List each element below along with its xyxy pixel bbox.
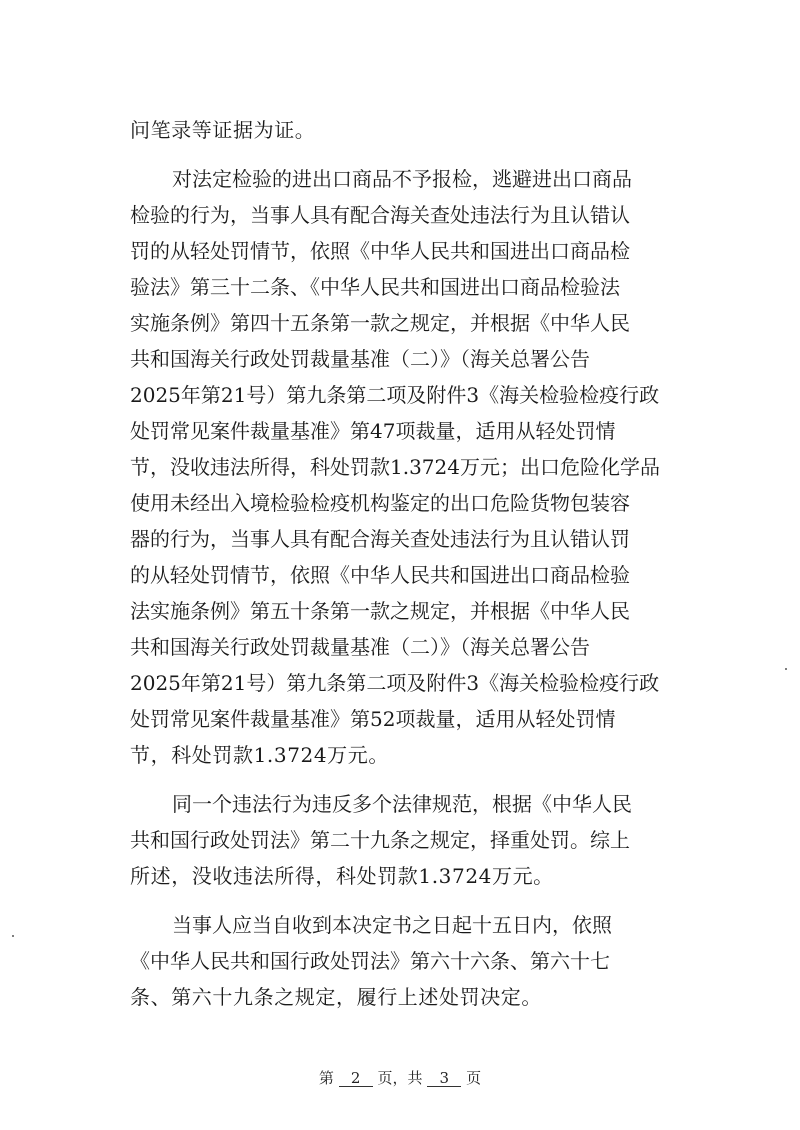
scan-speck xyxy=(785,668,787,670)
page-footer xyxy=(0,1068,800,1088)
body-text-line: 实施条例》第四十五条第一款之规定，并根据《中华人民 xyxy=(130,311,630,335)
body-text-line: 器的行为，当事人具有配合海关查处违法行为且认错认罚 xyxy=(130,527,630,551)
body-text-line: 法实施条例》第五十条第一款之规定，并根据《中华人民 xyxy=(130,599,630,623)
body-text-line: 共和国海关行政处罚裁量基准（二）》（海关总署公告 xyxy=(130,635,590,659)
document-body xyxy=(130,112,675,1015)
body-text-line: 使用未经出入境检验检疫机构鉴定的出口危险货物包装容 xyxy=(130,491,630,515)
body-text-line: 对法定检验的进出口商品不予报检，逃避进出口商品 xyxy=(172,167,632,191)
body-text-line: 节，科处罚款1.3724万元。 xyxy=(130,743,389,767)
current-page-number: 2 xyxy=(339,1070,373,1087)
body-text-line: 所述，没收违法所得，科处罚款1.3724万元。 xyxy=(130,864,554,888)
body-text-line: 共和国行政处罚法》第二十九条之规定，择重处罚。综上 xyxy=(130,828,630,852)
body-text-line: 同一个违法行为违反多个法律规范，根据《中华人民 xyxy=(172,792,632,816)
body-text-line: 条、第六十九条之规定，履行上述处罚决定。 xyxy=(130,985,542,1009)
paragraph-gap xyxy=(130,894,675,907)
body-text-line: 的从轻处罚情节，依照《中华人民共和国进出口商品检验 xyxy=(130,563,630,587)
paragraph-gap xyxy=(130,773,675,786)
body-text-line: 共和国海关行政处罚裁量基准（二）》（海关总署公告 xyxy=(130,347,590,371)
body-text-line: 2025年第21号）第九条第二项及附件3《海关检验检疫行政 xyxy=(130,671,660,695)
body-text-line: 《中华人民共和国行政处罚法》第六十六条、第六十七 xyxy=(130,949,610,973)
body-text-line: 验法》第三十二条、《中华人民共和国进出口商品检验法 xyxy=(130,275,620,299)
paragraph-gap xyxy=(130,148,675,161)
body-text-line: 问笔录等证据为证。 xyxy=(130,118,316,142)
total-page-number: 3 xyxy=(427,1070,461,1087)
body-text-line: 节，没收违法所得，科处罚款1.3724万元；出口危险化学品 xyxy=(130,455,660,479)
body-text-line: 罚的从轻处罚情节，依照《中华人民共和国进出口商品检 xyxy=(130,239,630,263)
footer-middle: 页，共 xyxy=(377,1069,423,1087)
footer-suffix: 页 xyxy=(466,1069,482,1087)
footer-prefix: 第 xyxy=(318,1069,334,1087)
scan-speck xyxy=(12,935,14,937)
body-text-line: 处罚常见案件裁量基准》第52项裁量，适用从轻处罚情 xyxy=(130,707,616,731)
body-text-line: 当事人应当自收到本决定书之日起十五日内，依照 xyxy=(172,913,612,937)
body-text-line: 检验的行为，当事人具有配合海关查处违法行为且认错认 xyxy=(130,203,630,227)
body-text-line: 2025年第21号）第九条第二项及附件3《海关检验检疫行政 xyxy=(130,383,660,407)
body-text-line: 处罚常见案件裁量基准》第47项裁量，适用从轻处罚情 xyxy=(130,419,616,443)
